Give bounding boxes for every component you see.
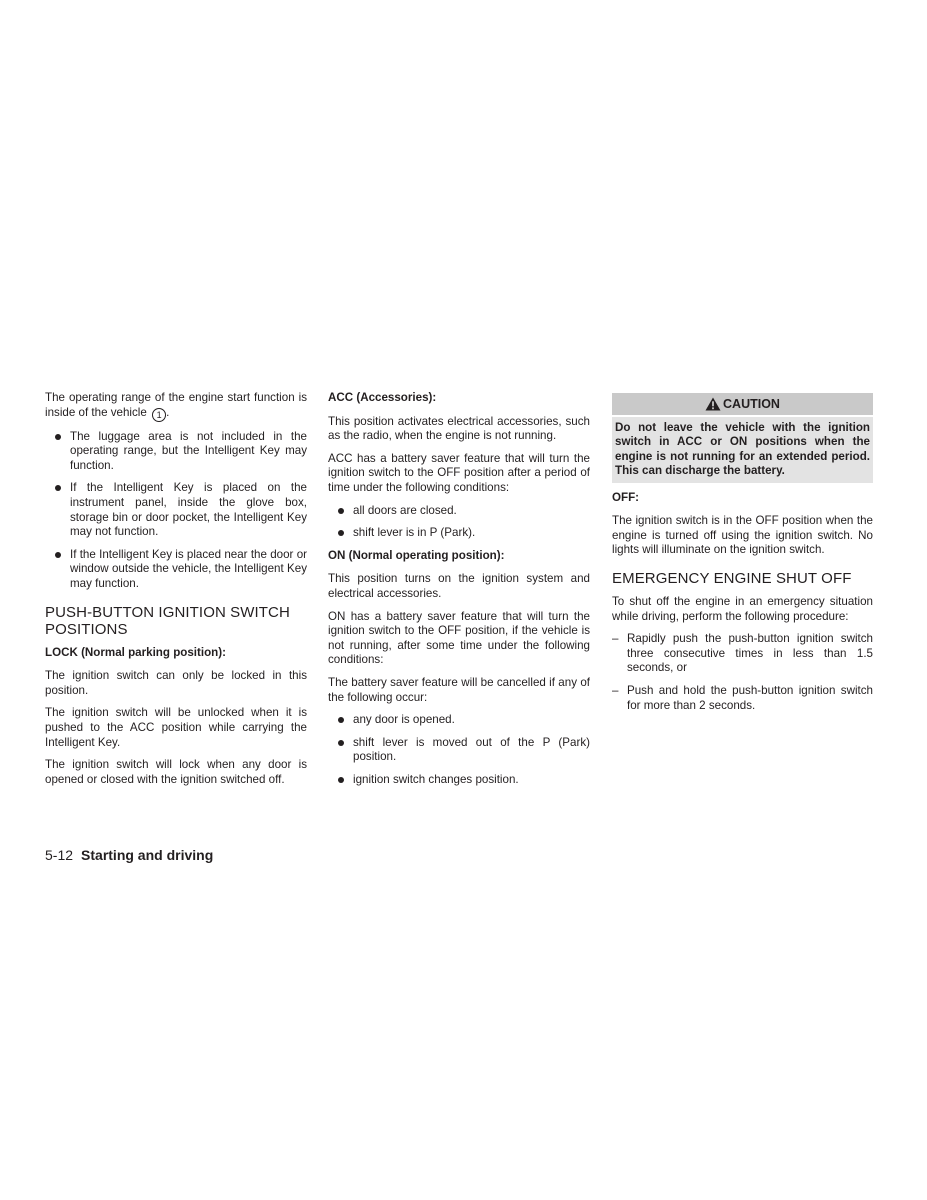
- acc-conditions-list: [328, 504, 590, 541]
- column-left: [45, 391, 307, 795]
- cancel-conditions-list: [328, 713, 590, 787]
- on-paragraph: ON has a battery saver feature that will turn the ignition switch to the OFF position, if the vehicle is not running, after some time under the following conditions:: [328, 609, 590, 667]
- lock-subheading: LOCK (Normal parking position):: [45, 645, 226, 659]
- off-paragraph: The ignition switch is in the OFF position when the engine is turned off using the ignition switch. No lights will illuminate on the ignition switch.: [612, 514, 873, 557]
- list-item: If the Intelligent Key is placed on the instrument panel, inside the glove box, storage bin or door pocket, the Intelligent Key may not function.: [45, 481, 307, 539]
- caution-label: CAUTION: [723, 397, 780, 411]
- page-number: 5-12: [45, 847, 74, 863]
- key-range-list: [45, 430, 307, 592]
- caution-box: [612, 393, 873, 483]
- caution-header: [612, 393, 873, 415]
- list-item: The luggage area is not included in the operating range, but the Intelligent Key may function.: [45, 430, 307, 474]
- bullet-icon: [55, 485, 61, 491]
- bullet-icon: [338, 717, 344, 723]
- emergency-steps-list: [612, 632, 873, 713]
- on-paragraph: The battery saver feature will be cancelled if any of the following occur:: [328, 675, 590, 704]
- acc-paragraph: ACC has a battery saver feature that will turn the ignition switch to the OFF position after a period of time under the following conditions:: [328, 451, 590, 494]
- on-subheading: ON (Normal operating position):: [328, 548, 505, 562]
- lock-paragraph: The ignition switch can only be locked in this position.: [45, 669, 307, 697]
- intro-paragraph: The operating range of the engine start function is inside of the vehicle 1 .: [45, 391, 307, 420]
- column-right: [612, 391, 873, 721]
- list-item: shift lever is in P (Park).: [328, 526, 590, 541]
- emergency-paragraph: To shut off the engine in an emergency situation while driving, perform the following procedure:: [612, 595, 873, 623]
- list-item: shift lever is moved out of the P (Park) position.: [328, 736, 590, 765]
- dash-marker: –: [612, 683, 619, 697]
- section-heading-emergency: EMERGENCY ENGINE SHUT OFF: [612, 570, 852, 587]
- page-footer: [45, 847, 213, 863]
- list-item: all doors are closed.: [328, 504, 590, 519]
- on-paragraph: This position turns on the ignition system and electrical accessories.: [328, 572, 590, 600]
- list-item: any door is opened.: [328, 713, 590, 728]
- list-item: – Push and hold the push-button ignition switch for more than 2 seconds.: [612, 683, 873, 712]
- list-item: ignition switch changes position.: [328, 773, 590, 788]
- off-subheading: OFF:: [612, 490, 640, 504]
- lock-paragraph: The ignition switch will lock when any door is opened or closed with the ignition switched off.: [45, 758, 307, 786]
- bullet-icon: [338, 777, 344, 783]
- bullet-icon: [338, 530, 344, 536]
- column-middle: [328, 391, 590, 795]
- list-item: If the Intelligent Key is placed near the door or window outside the vehicle, the Intelligent Key may function.: [45, 548, 307, 592]
- lock-paragraph: The ignition switch will be unlocked when it is pushed to the ACC position while carrying the Intelligent Key.: [45, 706, 307, 749]
- section-heading-ignition-positions: PUSH-BUTTON IGNITION SWITCH POSITIONS: [45, 603, 290, 638]
- list-item: – Rapidly push the push-button ignition switch three consecutive times in less than 1.5 seconds, or: [612, 632, 873, 675]
- bullet-icon: [55, 434, 61, 440]
- acc-subheading: ACC (Accessories):: [328, 391, 437, 404]
- bullet-icon: [338, 740, 344, 746]
- section-title: Starting and driving: [81, 847, 214, 863]
- warning-triangle-icon: [705, 397, 721, 411]
- circled-number-1: 1: [152, 408, 166, 422]
- dash-marker: –: [612, 632, 619, 646]
- bullet-icon: [338, 508, 344, 514]
- bullet-icon: [55, 552, 61, 558]
- caution-text: Do not leave the vehicle with the ignition switch in ACC or ON positions when the engine is not running for an extended period. This can discharge the battery.: [612, 417, 873, 483]
- acc-paragraph: This position activates electrical accessories, such as the radio, when the engine is not running.: [328, 414, 590, 443]
